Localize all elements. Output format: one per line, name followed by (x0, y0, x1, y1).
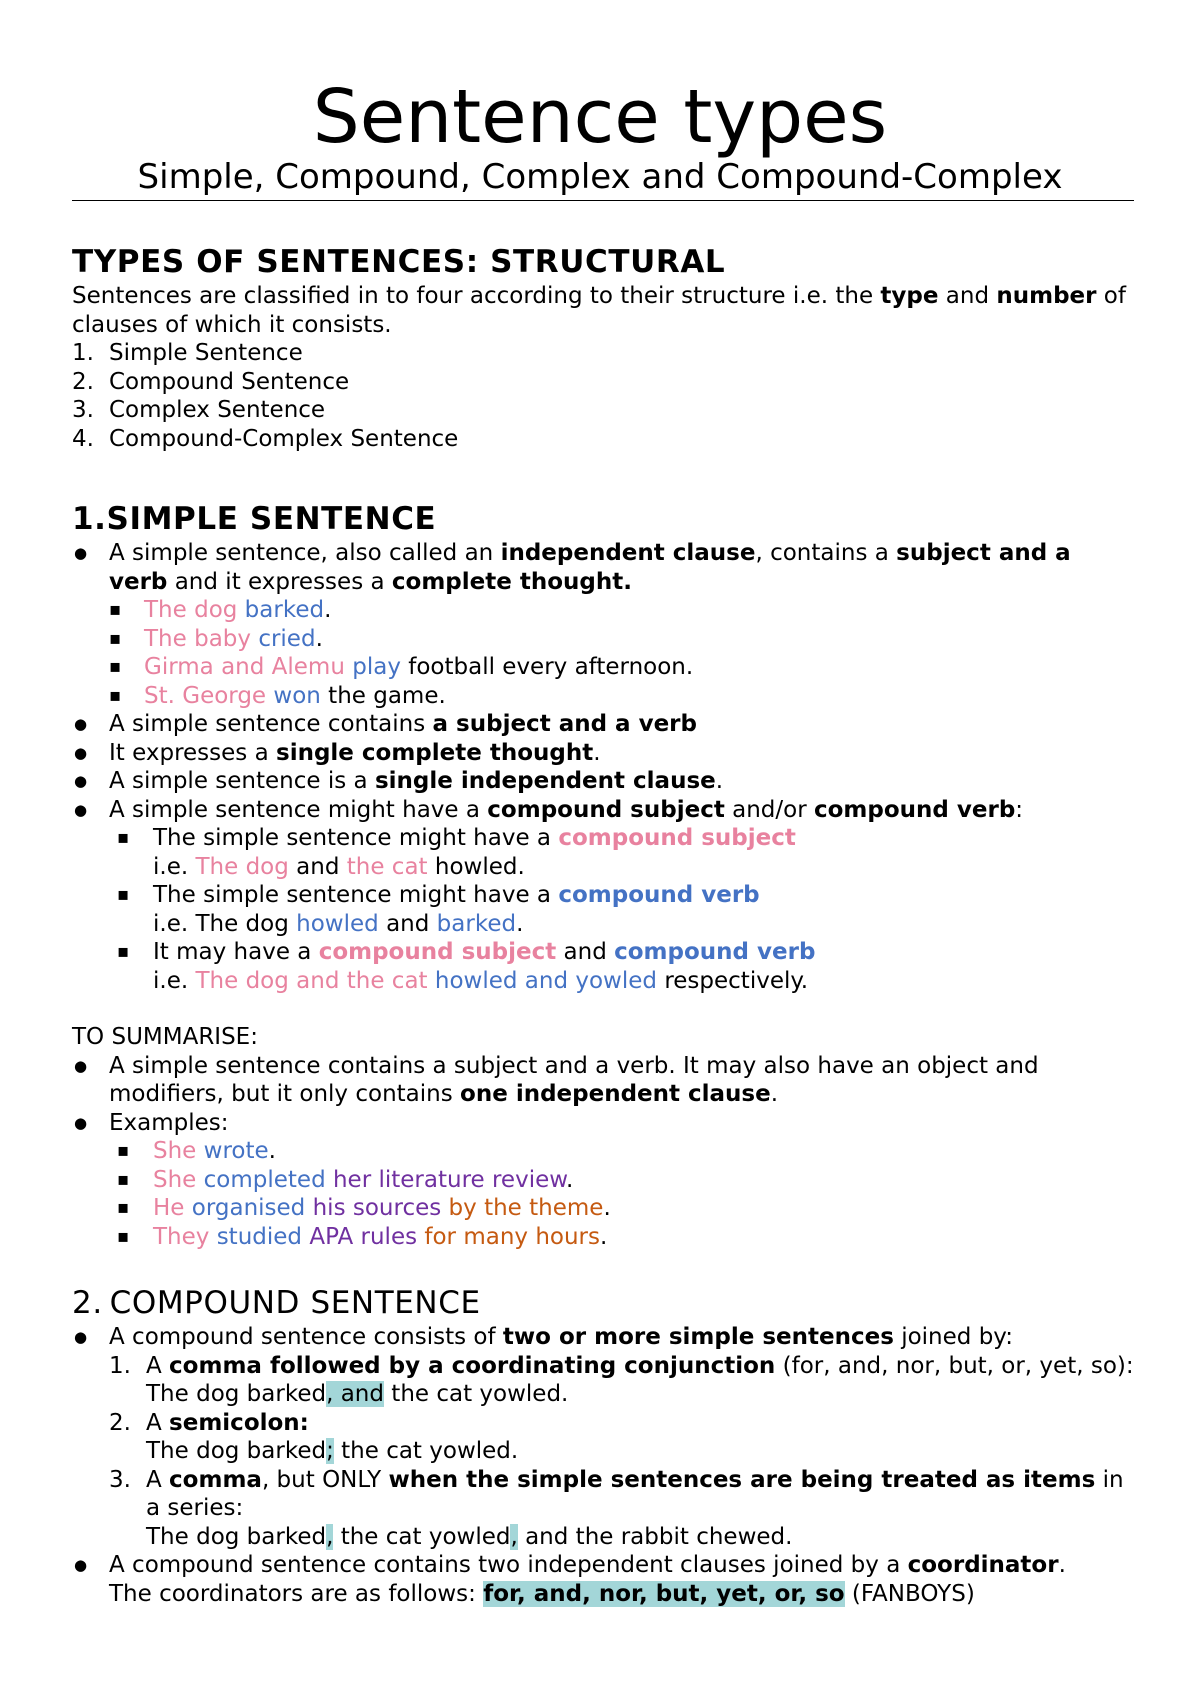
example-item: ▪ The baby cried. (72, 625, 1134, 654)
list-item: 3. A comma, but ONLY when the simple sentences are being treated as items in a series: The dog barked, the cat yowled, and the rabbit chewed. (109, 1466, 1124, 1550)
compound-bullets-2 (72, 1551, 1134, 1608)
list-item: 1. A comma followed by a coordinating conjunction (for, and, nor, but, or, yet, so): The dog barked, and the cat yowled. (109, 1352, 1134, 1407)
page-subtitle: Simple, Compound, Complex and Compound-Complex (137, 157, 1063, 197)
list-item: ● A simple sentence is a single independent clause. (72, 767, 1134, 796)
compound-join-list (72, 1352, 1134, 1552)
list-item: 4. Compound-Complex Sentence (72, 425, 459, 452)
sentence-types-list (72, 339, 1134, 453)
list-item: ● A simple sentence contains a subject and a verb (72, 710, 1134, 739)
simple-examples (72, 596, 1134, 710)
compound-bullets (72, 1323, 1134, 1352)
list-item: 2. A semicolon: The dog barked; the cat yowled. (109, 1409, 519, 1464)
list-item: ● A compound sentence contains two independent clauses joined by a coordinator. The coordinators are as follows: for, and, nor, but, yet, or, so (FANBOYS) (72, 1551, 1134, 1608)
summary-heading: TO SUMMARISE: (72, 1024, 258, 1050)
title-divider (72, 200, 1134, 201)
example-item: ▪ Girma and Alemu play football every afternoon. (72, 653, 1134, 682)
example-item: ▪ St. George won the game. (72, 682, 1134, 711)
list-item: ● A simple sentence might have a compound subject and/or compound verb: ▪ The simple sentence might have a compound subject i.e. The dog and the cat howled. ▪ The simple sentence might have a compound verb i.e. The dog howled and barked. ▪ It may have a compound subject and compound verb i.e. The dog and the cat howled and yowled respectively. (72, 796, 1134, 996)
list-item: ● A compound sentence consists of two or more simple sentences joined by: (72, 1323, 1134, 1352)
list-item: ▪ The simple sentence might have a compound subject i.e. The dog and the cat howled. (109, 824, 1134, 881)
summary-examples (109, 1137, 1134, 1251)
list-item: ● It expresses a single complete thought. (72, 739, 1134, 768)
list-item: 2. Compound Sentence (72, 368, 350, 395)
page-title: Sentence types (312, 74, 888, 160)
list-item: ● A simple sentence, also called an independent clause, contains a subject and a verb and it expresses a complete thought. (72, 539, 1134, 596)
compound-parts-list (109, 824, 1134, 995)
list-item: ▪ The simple sentence might have a compound verb i.e. The dog howled and barked. (109, 881, 1134, 938)
list-item: 1. Simple Sentence (72, 340, 303, 366)
example-item: ▪ They studied APA rules for many hours. (109, 1223, 1134, 1252)
example-item: ▪ The dog barked. (72, 596, 1134, 625)
simple-bullets-2 (72, 710, 1134, 995)
summary-bullets (72, 1052, 1134, 1252)
example-item: ▪ She wrote. (109, 1137, 1134, 1166)
list-item: ● Examples: ▪ She wrote. ▪ She completed her literature review. ▪ He organised his sources by the theme. ▪ They studied APA rules for many hours. (72, 1109, 1134, 1252)
section-heading-compound: 2. COMPOUND SENTENCE (72, 1285, 481, 1321)
section-heading-simple: 1.SIMPLE SENTENCE (72, 501, 437, 537)
list-item: 3. Complex Sentence (72, 397, 326, 423)
section-heading-structural: TYPES OF SENTENCES: STRUCTURAL (72, 244, 726, 280)
document-body (72, 242, 1134, 1608)
simple-bullets (72, 539, 1134, 596)
list-item: ● A simple sentence contains a subject and a verb. It may also have an object and modifiers, but it only contains one independent clause. (72, 1052, 1134, 1109)
example-item: ▪ She completed her literature review. (109, 1166, 1134, 1195)
structural-intro: Sentences are classified in to four according to their structure i.e. the type and number of clauses of which it consists. (72, 283, 1126, 338)
list-item: ▪ It may have a compound subject and compound verb i.e. The dog and the cat howled and yowled respectively. (109, 938, 1134, 995)
example-item: ▪ He organised his sources by the theme. (109, 1194, 1134, 1223)
